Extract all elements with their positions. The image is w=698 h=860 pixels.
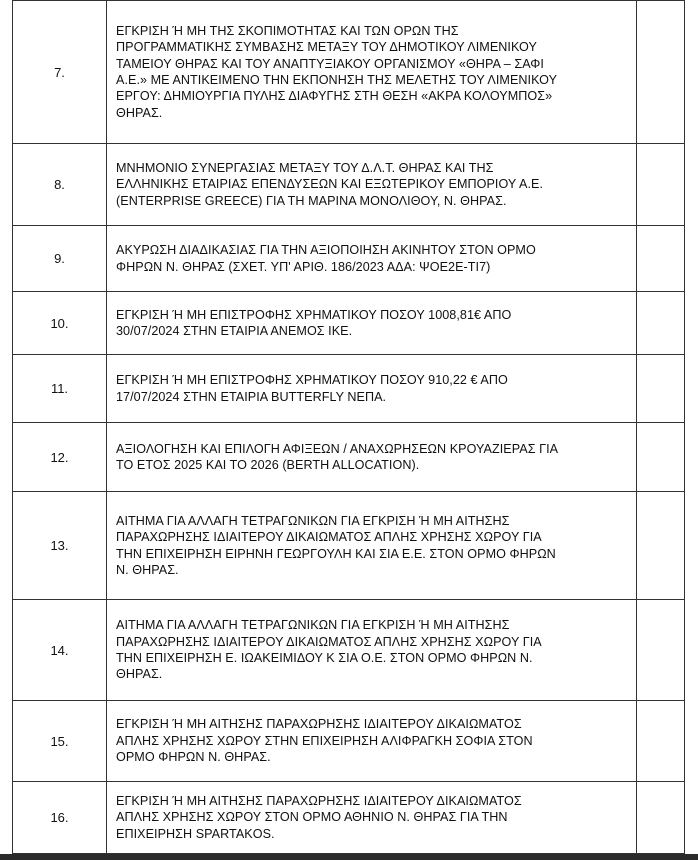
empty-cell	[637, 423, 685, 492]
item-subject	[107, 492, 637, 600]
item-number: 7.	[13, 1, 107, 144]
item-subject-text: ΕΓΚΡΙΣΗ Ή ΜΗ ΕΠΙΣΤΡΟΦΗΣ ΧΡΗΜΑΤΙΚΟΥ ΠΟΣΟΥ 1008,81€ ΑΠΟ 30/07/2024 ΣΤΗΝ ΕΤΑΙΡΙΑ ΑΝΕΜΟΣ ΙΚΕ.	[116, 307, 512, 338]
item-subject	[107, 600, 637, 701]
item-subject	[107, 782, 637, 854]
item-subject	[107, 423, 637, 492]
item-subject	[107, 292, 637, 355]
item-number: 16.	[13, 782, 107, 854]
item-subject	[107, 226, 637, 292]
agenda-row	[13, 701, 685, 782]
item-subject-text: ΑΙΤΗΜΑ ΓΙΑ ΑΛΛΑΓΗ ΤΕΤΡΑΓΩΝΙΚΩΝ ΓΙΑ ΕΓΚΡΙΣΗ Ή ΜΗ ΑΙΤΗΣΗΣ ΠΑΡΑΧΩΡΗΣΗΣ ΙΔΙΑΙΤΕΡΟΥ ΔΙΚΑΙΩΜΑΤΟΣ ΑΠΛΗΣ ΧΡΗΣΗΣ ΧΩΡΟΥ ΓΙΑ ΤΗΝ ΕΠΙΧΕΙΡΗΣΗ ΕΙΡΗΝΗ ΓΕΩΡΓΟΥΛΗ ΚΑΙ ΣΙΑ Ε.Ε. ΣΤΟΝ ΟΡΜΟ ΦΗΡΩΝ Ν. ΘΗΡΑΣ.	[116, 513, 556, 577]
agenda-row	[13, 355, 685, 423]
agenda-table	[12, 0, 685, 854]
item-subject	[107, 144, 637, 226]
item-subject-text: ΑΞΙΟΛΟΓΗΣΗ ΚΑΙ ΕΠΙΛΟΓΗ ΑΦΙΞΕΩΝ / ΑΝΑΧΩΡΗΣΕΩΝ ΚΡΟΥΑΖΙΕΡΑΣ ΓΙΑ ΤΟ ΕΤΟΣ 2025 ΚΑΙ ΤΟ 2026 (BERTH ALLOCATION).	[116, 441, 559, 472]
item-number: 11.	[13, 355, 107, 423]
agenda-row	[13, 144, 685, 226]
item-subject-text: ΑΚΥΡΩΣΗ ΔΙΑΔΙΚΑΣΙΑΣ ΓΙΑ ΤΗΝ ΑΞΙΟΠΟΙΗΣΗ ΑΚΙΝΗΤΟΥ ΣΤΟΝ ΟΡΜΟ ΦΗΡΩΝ Ν. ΘΗΡΑΣ (ΣΧΕΤ. ΥΠ' ΑΡΙΘ. 186/2023 ΑΔΑ: ΨΟΕ2Ε-ΤΙ7)	[116, 243, 536, 274]
empty-cell	[637, 701, 685, 782]
empty-cell	[637, 226, 685, 292]
agenda-row	[13, 492, 685, 600]
item-subject	[107, 701, 637, 782]
item-number: 15.	[13, 701, 107, 782]
bottom-edge-bar	[0, 854, 698, 860]
empty-cell	[637, 492, 685, 600]
empty-cell	[637, 1, 685, 144]
item-subject-text: ΑΙΤΗΜΑ ΓΙΑ ΑΛΛΑΓΗ ΤΕΤΡΑΓΩΝΙΚΩΝ ΓΙΑ ΕΓΚΡΙΣΗ Ή ΜΗ ΑΙΤΗΣΗΣ ΠΑΡΑΧΩΡΗΣΗΣ ΙΔΙΑΙΤΕΡΟΥ ΔΙΚΑΙΩΜΑΤΟΣ ΑΠΛΗΣ ΧΡΗΣΗΣ ΧΩΡΟΥ ΓΙΑ ΤΗΝ ΕΠΙΧΕΙΡΗΣΗ Ε. ΙΩΑΚΕΙΜΙΔΟΥ Κ ΣΙΑ Ο.Ε. ΣΤΟΝ ΟΡΜΟ ΦΗΡΩΝ Ν. ΘΗΡΑΣ.	[116, 618, 542, 682]
agenda-row	[13, 292, 685, 355]
item-subject-text: ΜΝΗΜΟΝΙΟ ΣΥΝΕΡΓΑΣΙΑΣ ΜΕΤΑΞΥ ΤΟΥ Δ.Λ.Τ. ΘΗΡΑΣ ΚΑΙ ΤΗΣ ΕΛΛΗΝΙΚΗΣ ΕΤΑΙΡΙΑΣ ΕΠΕΝΔΥΣΕΩΝ ΚΑΙ ΕΞΩΤΕΡΙΚΟΥ ΕΜΠΟΡΙΟΥ Α.Ε. (ENTERPRISE GREECE) ΓΙΑ ΤΗ ΜΑΡΙΝΑ ΜΟΝΟΛΙΘΟΥ, Ν. ΘΗΡΑΣ.	[116, 160, 543, 208]
item-number: 9.	[13, 226, 107, 292]
item-subject	[107, 355, 637, 423]
item-subject-text: ΕΓΚΡΙΣΗ Ή ΜΗ ΤΗΣ ΣΚΟΠΙΜΟΤΗΤΑΣ ΚΑΙ ΤΩΝ ΟΡΩΝ ΤΗΣ ΠΡΟΓΡΑΜΜΑΤΙΚΗΣ ΣΥΜΒΑΣΗΣ ΜΕΤΑΞΥ ΤΟΥ ΔΗΜΟΤΙΚΟΥ ΛΙΜΕΝΙΚΟΥ ΤΑΜΕΙΟΥ ΘΗΡΑΣ ΚΑΙ ΤΟΥ ΑΝΑΠΤΥΞΙΑΚΟΥ ΟΡΓΑΝΙΣΜΟΥ «ΘΗΡΑ – ΣΑΦΙ Α.Ε.» ΜΕ ΑΝΤΙΚΕΙΜΕΝΟ ΤΗΝ ΕΚΠΟΝΗΣΗ ΤΗΣ ΜΕΛΕΤΗΣ ΤΟΥ ΛΙΜΕΝΙΚΟΥ ΕΡΓΟΥ: ΔΗΜΙΟΥΡΓΙΑ ΠΥΛΗΣ ΔΙΑΦΥΓΗΣ ΣΤΗ ΘΕΣΗ «ΑΚΡΑ ΚΟΛΟΥΜΠΟΣ» ΘΗΡΑΣ.	[116, 23, 558, 120]
item-number: 10.	[13, 292, 107, 355]
empty-cell	[637, 355, 685, 423]
item-number: 8.	[13, 144, 107, 226]
item-number: 13.	[13, 492, 107, 600]
agenda-row	[13, 782, 685, 854]
empty-cell	[637, 292, 685, 355]
empty-cell	[637, 600, 685, 701]
item-subject	[107, 1, 637, 144]
agenda-row	[13, 423, 685, 492]
item-number: 14.	[13, 600, 107, 701]
empty-cell	[637, 144, 685, 226]
agenda-row	[13, 600, 685, 701]
item-subject-text: ΕΓΚΡΙΣΗ Ή ΜΗ ΕΠΙΣΤΡΟΦΗΣ ΧΡΗΜΑΤΙΚΟΥ ΠΟΣΟΥ 910,22 € ΑΠΟ 17/07/2024 ΣΤΗΝ ΕΤΑΙΡΙΑ BUTTERFLY ΝΕΠΑ.	[116, 373, 508, 404]
empty-cell	[637, 782, 685, 854]
item-subject-text: ΕΓΚΡΙΣΗ Ή ΜΗ ΑΙΤΗΣΗΣ ΠΑΡΑΧΩΡΗΣΗΣ ΙΔΙΑΙΤΕΡΟΥ ΔΙΚΑΙΩΜΑΤΟΣ ΑΠΛΗΣ ΧΡΗΣΗΣ ΧΩΡΟΥ ΣΤΗΝ ΕΠΙΧΕΙΡΗΣΗ ΑΛΙΦΡΑΓΚΗ ΣΟΦΙΑ ΣΤΟΝ ΟΡΜΟ ΦΗΡΩΝ Ν. ΘΗΡΑΣ.	[116, 717, 533, 765]
agenda-row	[13, 1, 685, 144]
item-number: 12.	[13, 423, 107, 492]
item-subject-text: ΕΓΚΡΙΣΗ Ή ΜΗ ΑΙΤΗΣΗΣ ΠΑΡΑΧΩΡΗΣΗΣ ΙΔΙΑΙΤΕΡΟΥ ΔΙΚΑΙΩΜΑΤΟΣ ΑΠΛΗΣ ΧΡΗΣΗΣ ΧΩΡΟΥ ΣΤΟΝ ΟΡΜΟ ΑΘΗΝΙΟ Ν. ΘΗΡΑΣ ΓΙΑ ΤΗΝ ΕΠΙΧΕΙΡΗΣΗ SPARTAKOS.	[116, 793, 522, 841]
agenda-row	[13, 226, 685, 292]
